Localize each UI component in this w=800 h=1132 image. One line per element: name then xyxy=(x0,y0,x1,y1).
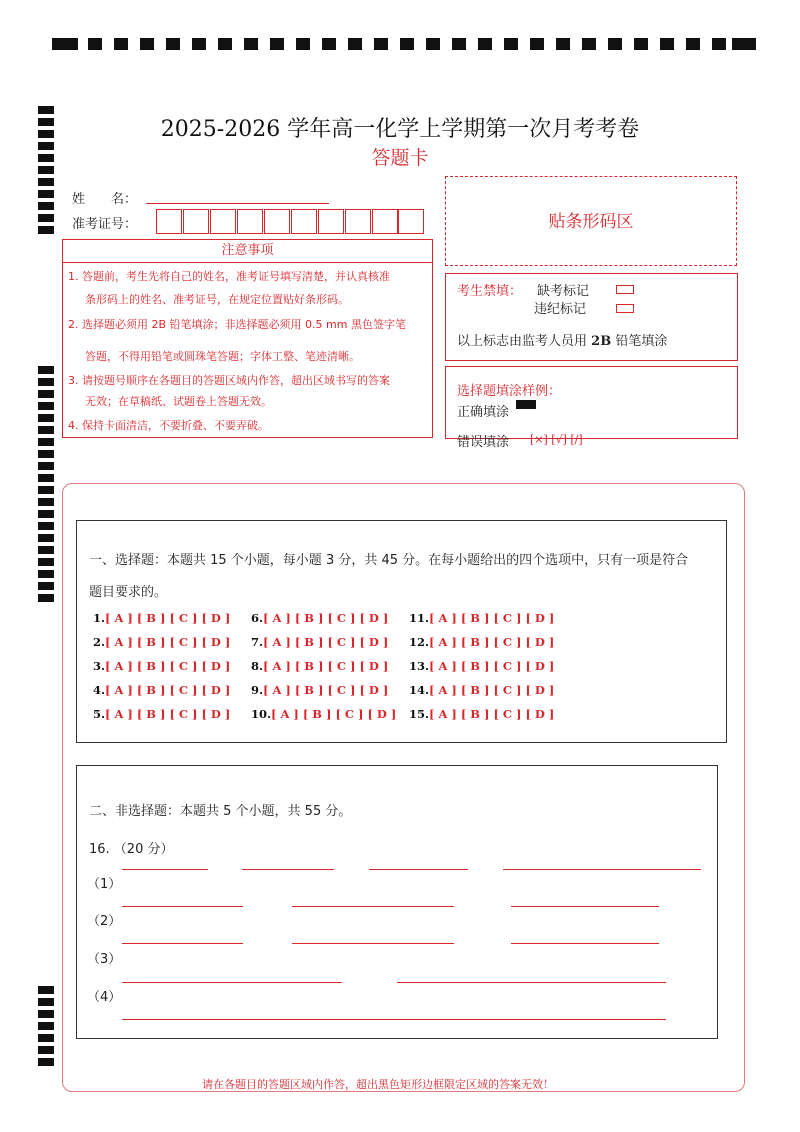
wrong-fill-label: 错误填涂 xyxy=(457,435,510,450)
footer-note: 请在各题目的答题区域内作答，超出黑色矩形边框限定区域的答案无效！ xyxy=(202,1078,554,1091)
fill-sample-panel xyxy=(445,366,738,450)
id-label: 准考证号： xyxy=(72,217,138,232)
answer-line[interactable] xyxy=(122,869,208,870)
part-1-label: （1） xyxy=(87,877,122,892)
absent-mark-box[interactable] xyxy=(616,285,634,294)
name-field[interactable] xyxy=(146,203,329,204)
proctor-note-bold: 2B xyxy=(591,334,612,349)
free-response-section xyxy=(76,765,718,1039)
notice-line: 2. 选择题必须用 2B 铅笔填涂；非选择题必须用 0.5 mm 黑色签字笔 xyxy=(68,318,406,331)
notice-title: 注意事项 xyxy=(62,239,433,263)
mc-question-1[interactable] xyxy=(93,611,230,625)
answer-sheet-subtitle: 答题卡 xyxy=(371,147,429,169)
top-timing-marks xyxy=(52,38,756,52)
proctor-panel xyxy=(445,273,738,361)
mc-question-12[interactable] xyxy=(409,635,554,649)
mc-options[interactable]: [ A ] [ B ] [ C ] [ D ] xyxy=(263,611,389,625)
mc-options[interactable]: [ A ] [ B ] [ C ] [ D ] xyxy=(105,683,231,697)
mc-options[interactable]: [ A ] [ B ] [ C ] [ D ] xyxy=(105,659,231,673)
barcode-label: 贴条形码区 xyxy=(548,212,634,232)
mc-number: 3. xyxy=(93,659,106,673)
mc-question-3[interactable] xyxy=(93,659,230,673)
violation-mark-box[interactable] xyxy=(616,304,634,313)
exam-title: 2025-2026 学年高一化学上学期第一次月考考卷 xyxy=(160,117,640,142)
absent-mark-label: 缺考标记 xyxy=(537,284,590,299)
correct-fill-label: 正确填涂 xyxy=(457,405,510,420)
mc-number: 5. xyxy=(93,707,106,721)
mc-options[interactable]: [ A ] [ B ] [ C ] [ D ] xyxy=(271,707,397,721)
notice-line: 答题，不得用铅笔或圆珠笔答题；字体工整、笔迹清晰。 xyxy=(85,350,360,363)
violation-mark-label: 违纪标记 xyxy=(534,302,587,317)
answer-line[interactable] xyxy=(511,906,659,907)
section1-instructions: 一、选择题：本题共 15 个小题，每小题 3 分，共 45 分。在每小题给出的四个选项中，只有一项是符合 xyxy=(89,553,689,568)
mc-options[interactable]: [ A ] [ B ] [ C ] [ D ] xyxy=(429,707,555,721)
mc-number: 9. xyxy=(251,683,264,697)
part-4-label: （4） xyxy=(87,990,122,1005)
mc-number: 8. xyxy=(251,659,264,673)
notice-line: 1. 答题前，考生先将自己的姓名，准考证号填写清楚，并认真核准 xyxy=(68,270,390,283)
mc-question-11[interactable] xyxy=(409,611,554,625)
part-2-label: （2） xyxy=(87,914,122,929)
correct-fill-sample xyxy=(516,400,536,409)
mc-question-15[interactable] xyxy=(409,707,554,721)
mc-question-4[interactable] xyxy=(93,683,230,697)
mc-question-14[interactable] xyxy=(409,683,554,697)
answer-line[interactable] xyxy=(122,943,243,944)
mc-number: 12. xyxy=(409,635,430,649)
mc-number: 15. xyxy=(409,707,430,721)
part-3-label: （3） xyxy=(87,952,122,967)
mc-number: 7. xyxy=(251,635,264,649)
mc-number: 2. xyxy=(93,635,106,649)
barcode-area xyxy=(445,176,737,266)
proctor-label: 考生禁填： xyxy=(457,284,523,299)
wrong-fill-marks: [×] [√] [/] xyxy=(530,433,583,446)
mc-options[interactable]: [ A ] [ B ] [ C ] [ D ] xyxy=(263,635,389,649)
answer-line[interactable] xyxy=(292,943,454,944)
answer-line[interactable] xyxy=(122,906,243,907)
mc-options[interactable]: [ A ] [ B ] [ C ] [ D ] xyxy=(263,659,389,673)
notice-line: 无效；在草稿纸、试题卷上答题无效。 xyxy=(85,395,272,408)
notice-line: 3. 请按题号顺序在各题目的答题区域内作答，超出区域书写的答案 xyxy=(68,374,390,387)
answer-line[interactable] xyxy=(122,982,342,983)
question-16-label: 16. （20 分） xyxy=(89,842,174,857)
mc-options[interactable]: [ A ] [ B ] [ C ] [ D ] xyxy=(429,659,555,673)
mc-options[interactable]: [ A ] [ B ] [ C ] [ D ] xyxy=(105,707,231,721)
mc-number: 1. xyxy=(93,611,106,625)
proctor-note-prefix: 以上标志由监考人员用 xyxy=(457,334,588,349)
fill-sample-title: 选择题填涂样例： xyxy=(457,384,562,399)
proctor-note-suffix: 铅笔填涂 xyxy=(615,334,668,349)
mc-number: 10. xyxy=(251,707,272,721)
notice-line: 4. 保持卡面清洁，不要折叠、不要弄破。 xyxy=(68,419,269,432)
answer-line[interactable] xyxy=(503,869,701,870)
mc-number: 4. xyxy=(93,683,106,697)
notice-box xyxy=(62,262,433,438)
name-label: 姓 名： xyxy=(72,192,138,207)
mc-question-2[interactable] xyxy=(93,635,230,649)
mc-number: 14. xyxy=(409,683,430,697)
mc-question-10[interactable] xyxy=(251,707,396,721)
mc-options[interactable]: [ A ] [ B ] [ C ] [ D ] xyxy=(429,683,555,697)
section2-instructions: 二、非选择题：本题共 5 个小题，共 55 分。 xyxy=(89,804,352,819)
mc-question-9[interactable] xyxy=(251,683,388,697)
mc-options[interactable]: [ A ] [ B ] [ C ] [ D ] xyxy=(429,635,555,649)
answer-line[interactable] xyxy=(242,869,334,870)
mc-options[interactable]: [ A ] [ B ] [ C ] [ D ] xyxy=(263,683,389,697)
mc-options[interactable]: [ A ] [ B ] [ C ] [ D ] xyxy=(429,611,555,625)
mc-question-6[interactable] xyxy=(251,611,388,625)
answer-line[interactable] xyxy=(122,1019,666,1020)
proctor-note xyxy=(457,330,667,349)
mc-number: 11. xyxy=(409,611,430,625)
mc-question-8[interactable] xyxy=(251,659,388,673)
mc-options[interactable]: [ A ] [ B ] [ C ] [ D ] xyxy=(105,611,231,625)
mc-question-7[interactable] xyxy=(251,635,388,649)
mc-number: 13. xyxy=(409,659,430,673)
answer-line[interactable] xyxy=(511,943,659,944)
mc-options[interactable]: [ A ] [ B ] [ C ] [ D ] xyxy=(105,635,231,649)
mc-question-5[interactable] xyxy=(93,707,230,721)
answer-line[interactable] xyxy=(397,982,666,983)
answer-line[interactable] xyxy=(369,869,468,870)
mc-question-13[interactable] xyxy=(409,659,554,673)
answer-line[interactable] xyxy=(292,906,454,907)
mc-number: 6. xyxy=(251,611,264,625)
section1-instructions-cont: 题目要求的。 xyxy=(89,585,168,600)
notice-line: 条形码上的姓名、准考证号，在规定位置贴好条形码。 xyxy=(85,293,349,306)
